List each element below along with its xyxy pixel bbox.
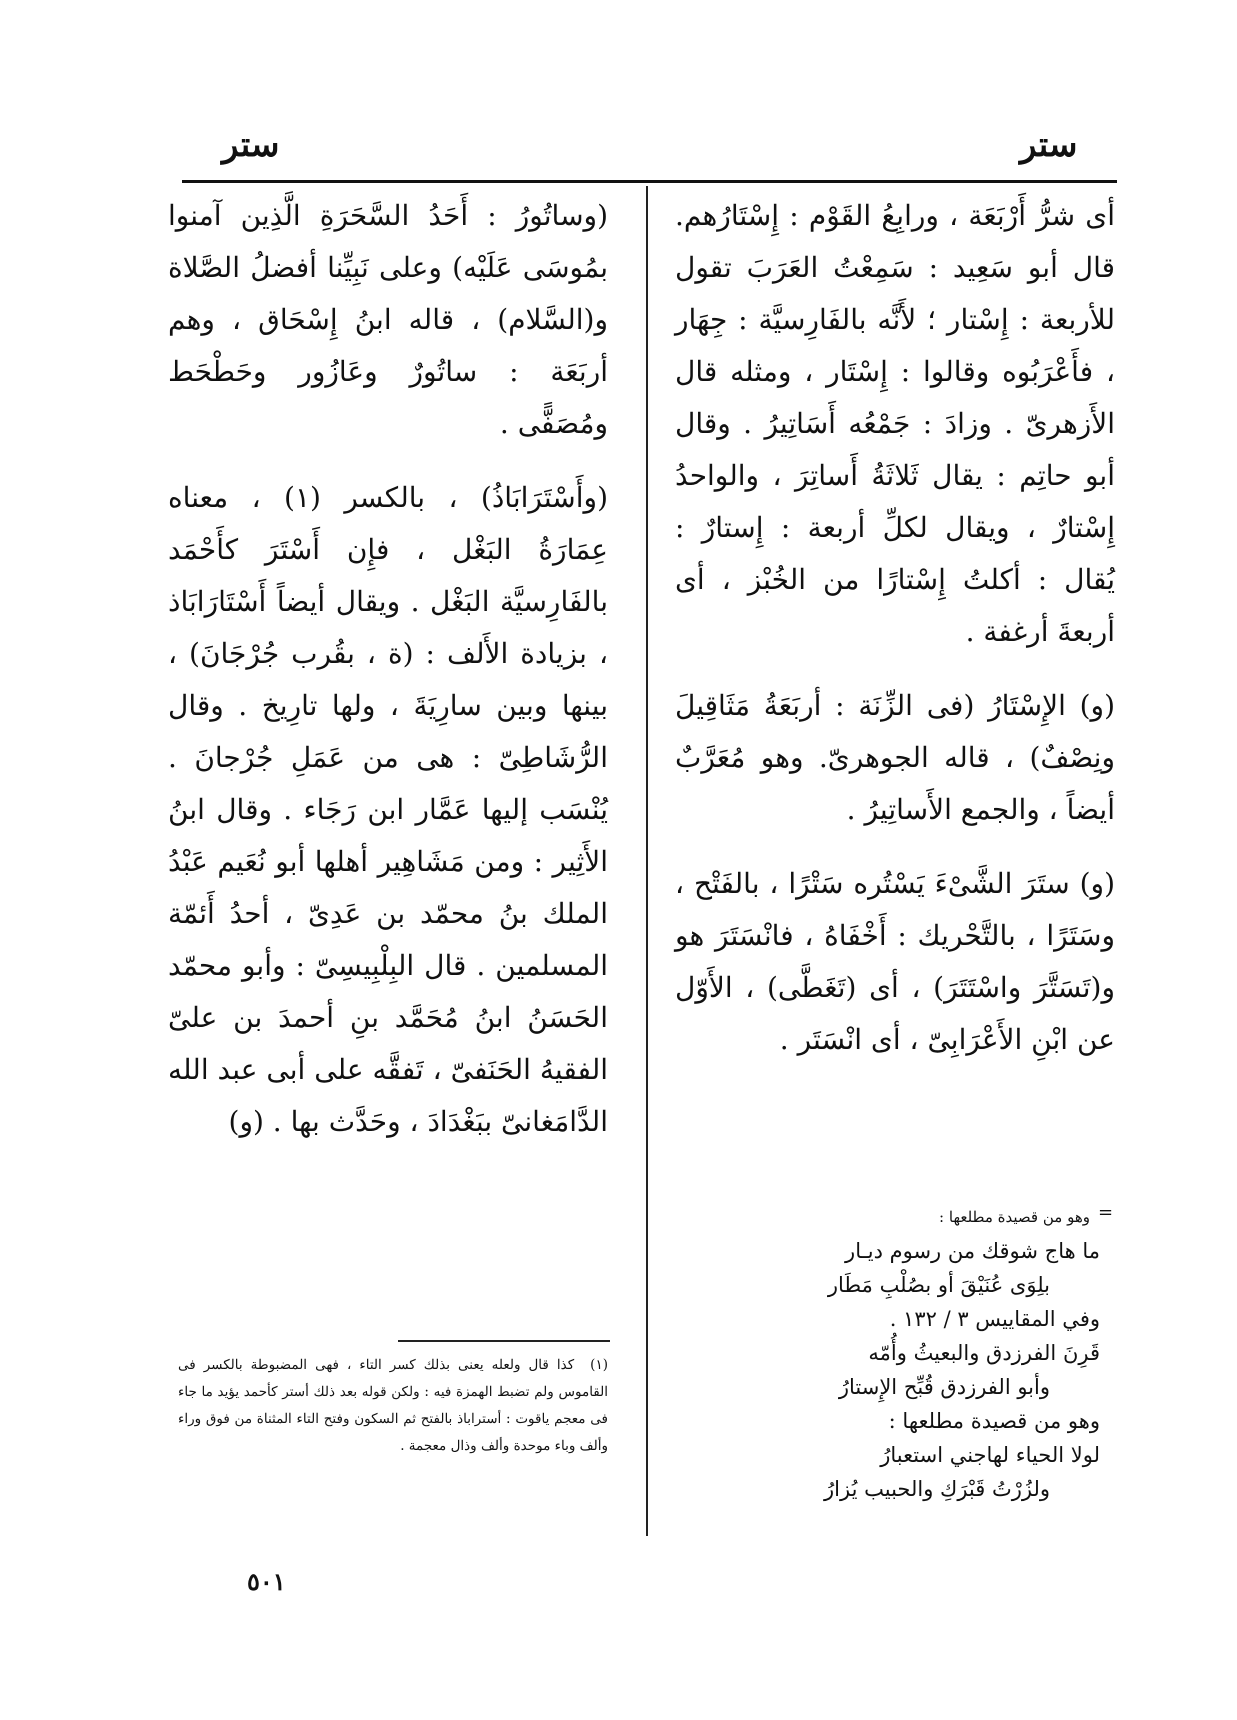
verse-line: قَرِنَ الفرزدق والبعيثُ وأُمّه [868,1341,1100,1365]
verse-line: وأبو الفرزدق قُبِّح الإِستارُ [838,1375,1050,1399]
footnote-intro: وهو من قصيدة مطلعها : [888,1409,1100,1433]
entry-paragraph: (وأَسْتَرَابَاذُ) ، بالكسر (١) ، معناه عِمَارَةُ البَغْل ، فإِن أَسْتَرَ كأَحْمَد بالفَارِسيَّة البَغْل . ويقال أيضاً أَسْتَارَابَاذ ، بزيادة الأَلف : (ة ، بقُرب جُرْجَانَ) ، بينها وبين سارِيَةَ ، ولها تارِيخ . وقال الرُّشَاطِىّ : هى من عَمَلِ جُرْجانَ . يُنْسَب إليها عَمَّار ابن رَجَاء . وقال ابنُ الأَثِير : ومن مَشَاهِير أهلها أبو نُعَيم عَبْدُ الملك بنُ محمّد بن عَدِىّ ، أحدُ أَئمّة المسلمين . قال البِلْبِيسِىّ : وأبو محمّد الحَسَنُ ابنُ مُحَمَّد بنِ أحمدَ بن علىّ الفقيهُ الحَنَفىّ ، تَفقَّه على أبى عبد الله الدَّامَغانىّ ببَغْدَادَ ، وحَدَّث بها . (و) [168,481,608,1138]
entry-paragraph: (و) الإِسْتَارُ (فى الزِّنَة : أربَعَةُ مَثَاقِيلَ ونِصْفٌ) ، قاله الجوهرىّ. وهو مُعَرَّبٌ أيضاً ، والجمع الأَساتِيرُ . [675,689,1115,826]
header-word-right: ستر [1020,125,1078,165]
page-number: ٥٠١ [247,1567,286,1596]
verse-line: ولزُرْتُ قَبْرَكِ والحبيب يُزارُ [824,1477,1050,1501]
header-word-left: ستر [222,125,280,165]
left-column [168,190,608,1148]
footnote-rule [398,1340,610,1342]
right-footnote [670,1200,1100,1506]
left-footnote [178,1352,608,1460]
footnote-marker: (١) [590,1357,608,1373]
header-rule [182,180,1117,183]
entry-paragraph: (و) ستَرَ الشَّىْءَ يَسْتُره سَتْرًا ، بالفَتْح ، وسَتَرًا ، بالتَّحْريك : أَخْفَاهُ ، فانْسَتَرَ هو و(تَسَتَّرَ واسْتَتَرَ) ، أى (تَغَطَّى) ، الأَوّل عن ابْنِ الأَعْرَابِىّ ، أى انْسَتَر . [675,867,1115,1056]
verse-line: لولا الحياء لهاجني استعبارُ [880,1443,1100,1467]
verse-line: بلِوَى عُنَيْقَ أو بصُلْبِ مَطَار [827,1273,1050,1297]
column-divider [646,186,648,1536]
footnote-reference: وفي المقاييس ٣ / ١٣٢ . [889,1307,1100,1331]
footnote-intro: وهو من قصيدة مطلعها : [939,1208,1090,1226]
footnote-continuation-mark: = [1098,1202,1114,1223]
verse-line: ما هاج شوقك من رسوم ديـار [845,1239,1100,1263]
entry-paragraph: (وساتُورُ : أَحَدُ السَّحَرَةِ الَّذِين آمنوا بمُوسَى عَلَيْه) وعلى نَبِيِّنا أفضلُ الصَّلاة و(السَّلام) ، قاله ابنُ إِسْحَاق ، وهم أربَعَة : ساتُورٌ وعَازُور وحَطْحَط ومُصَفًّى . [168,199,608,440]
entry-paragraph: أى شرُّ أَرْبَعَة ، ورابِعُ القَوْم : إِسْتَارُهم. قال أبو سَعِيد : سَمِعْتُ العَرَبَ تقول للأربعة : إِسْتار ؛ لأَنَّه بالفَارِسيَّة : جِهَار ، فأَعْرَبُوه وقالوا : إِسْتَار ، ومثله قال الأَزهرىّ . وزادَ : جَمْعُه أَسَاتِيرُ . وقال أبو حاتِم : يقال ثَلاثَةُ أَساتِرَ ، والواحدُ إِسْتارٌ ، ويقال لكلِّ أربعة : إِستارٌ : يُقال : أكلتُ إِسْتارًا من الخُبْز ، أى أربعةَ أرغفة . [675,199,1115,648]
footnote-text: كذا قال ولعله يعنى بذلك كسر التاء ، فهى المضبوطة بالكسر فى القاموس ولم تضبط الهمزة فيه : ولكن قوله بعد ذلك أستر كأحمد يؤيد ما جاء فى معجم ياقوت : أستراباذ بالفتح ثم السكون وفتح التاء المثناة من فوق وراء وألف وباء موحدة وألف وذال معجمة . [178,1357,608,1454]
right-column [675,190,1115,1066]
